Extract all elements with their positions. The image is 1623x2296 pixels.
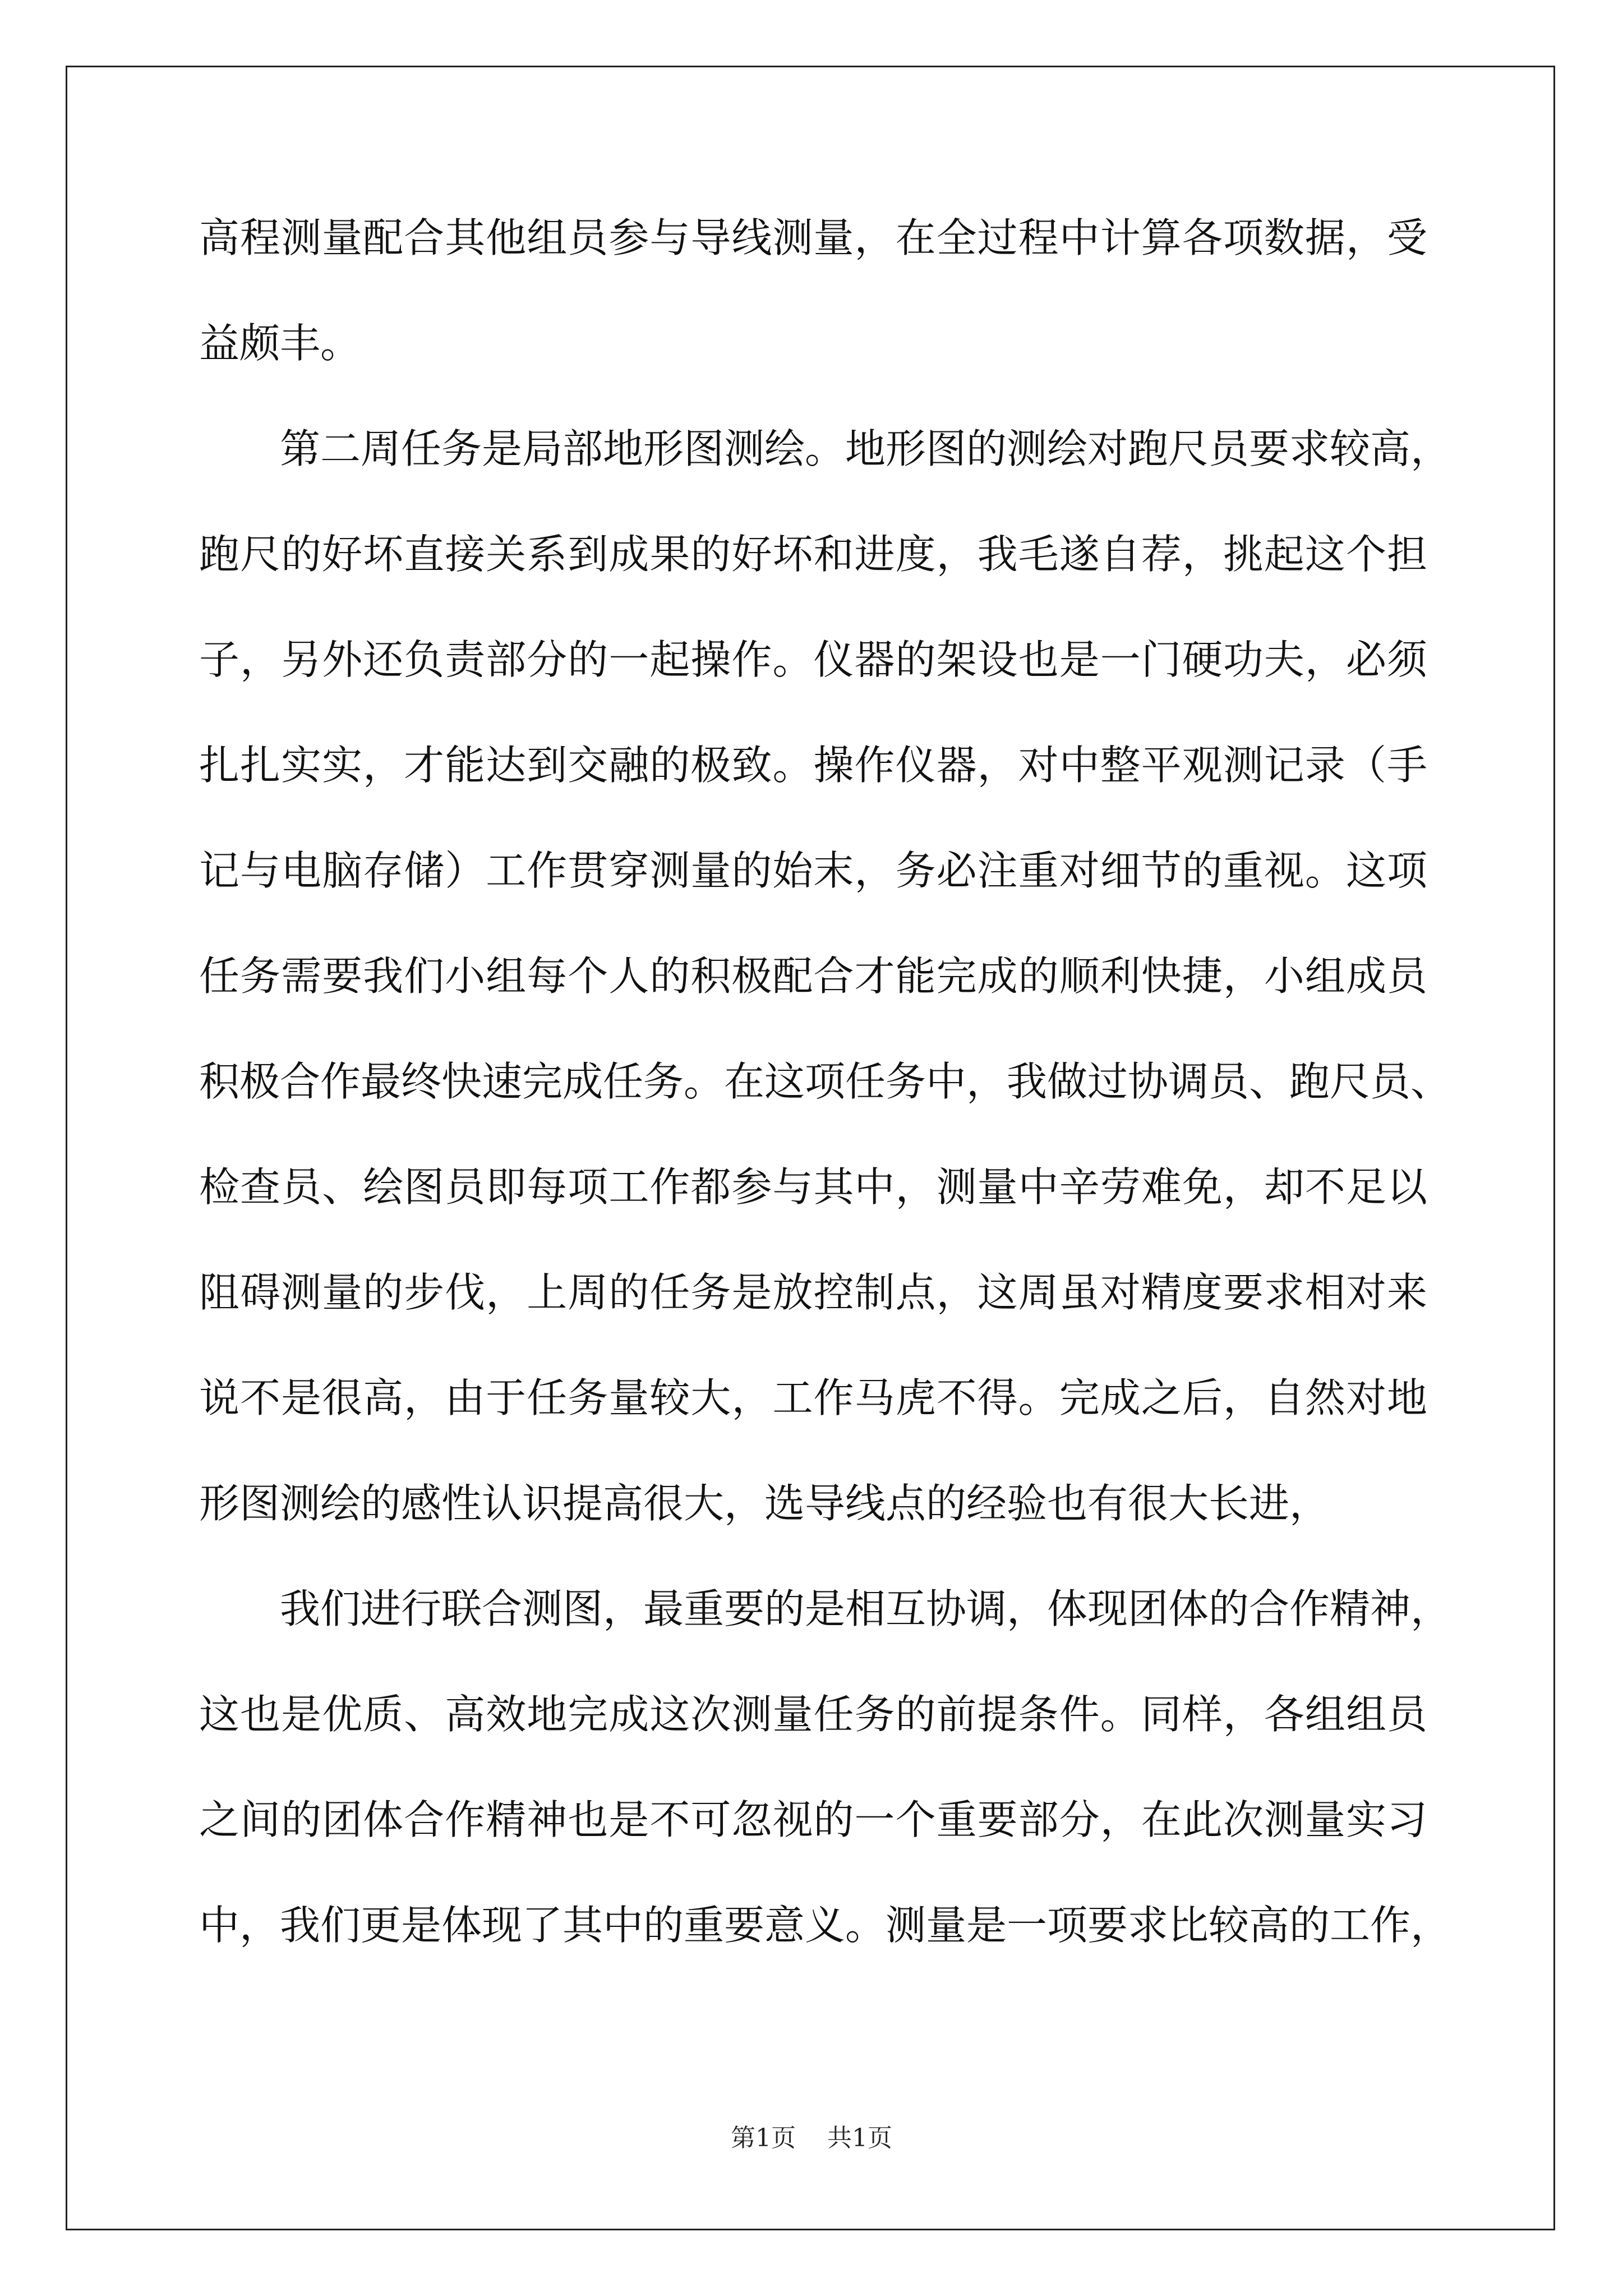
- text-line: 这也是优质、高效地完成这次测量任务的前提条件。同样，各组组员: [199, 1691, 1427, 1738]
- text-line: 说不是很高，由于任务量较大，工作马虎不得。完成之后，自然对地: [199, 1374, 1427, 1421]
- text-line: 之间的团体合作精神也是不可忽视的一个重要部分，在此次测量实习: [199, 1796, 1427, 1843]
- text-line: 扎扎实实，才能达到交融的极致。操作仪器，对中整平观测记录（手: [199, 742, 1427, 789]
- text-line: 检查员、绘图员即每项工作都参与其中，测量中辛劳难免，却不足以: [199, 1163, 1427, 1211]
- text-line: 子，另外还负责部分的一起操作。仪器的架设也是一门硬功夫，必须: [199, 636, 1427, 683]
- text-line: 高程测量配合其他组员参与导线测量，在全过程中计算各项数据，受: [199, 214, 1427, 261]
- paragraph-start-line: 第二周任务是局部地形图测绘。地形图的测绘对跑尺员要求较高，: [280, 425, 1451, 472]
- text-line: 形图测绘的感性认识提高很大，选导线点的经验也有很大长进，: [199, 1480, 1330, 1527]
- page-number-footer: 第1页 共1页: [731, 2124, 892, 2152]
- text-line: 中，我们更是体现了其中的重要意义。测量是一项要求比较高的工作，: [199, 1902, 1451, 1949]
- text-line: 益颇丰。: [199, 320, 361, 367]
- document-body: [199, 185, 1451, 1978]
- text-line: 任务需要我们小组每个人的积极配合才能完成的顺利快捷，小组成员: [199, 953, 1427, 1000]
- text-line: 积极合作最终快速完成任务。在这项任务中，我做过协调员、跑尺员、: [199, 1058, 1451, 1105]
- text-line: 记与电脑存储）工作贯穿测量的始末，务必注重对细节的重视。这项: [199, 847, 1427, 894]
- paragraph-start-line: 我们进行联合测图，最重要的是相互协调，体现团体的合作精神，: [280, 1585, 1451, 1632]
- text-line: 跑尺的好坏直接关系到成果的好坏和进度，我毛遂自荐，挑起这个担: [199, 531, 1427, 578]
- text-line: 阻碍测量的步伐，上周的任务是放控制点，这周虽对精度要求相对来: [199, 1269, 1427, 1316]
